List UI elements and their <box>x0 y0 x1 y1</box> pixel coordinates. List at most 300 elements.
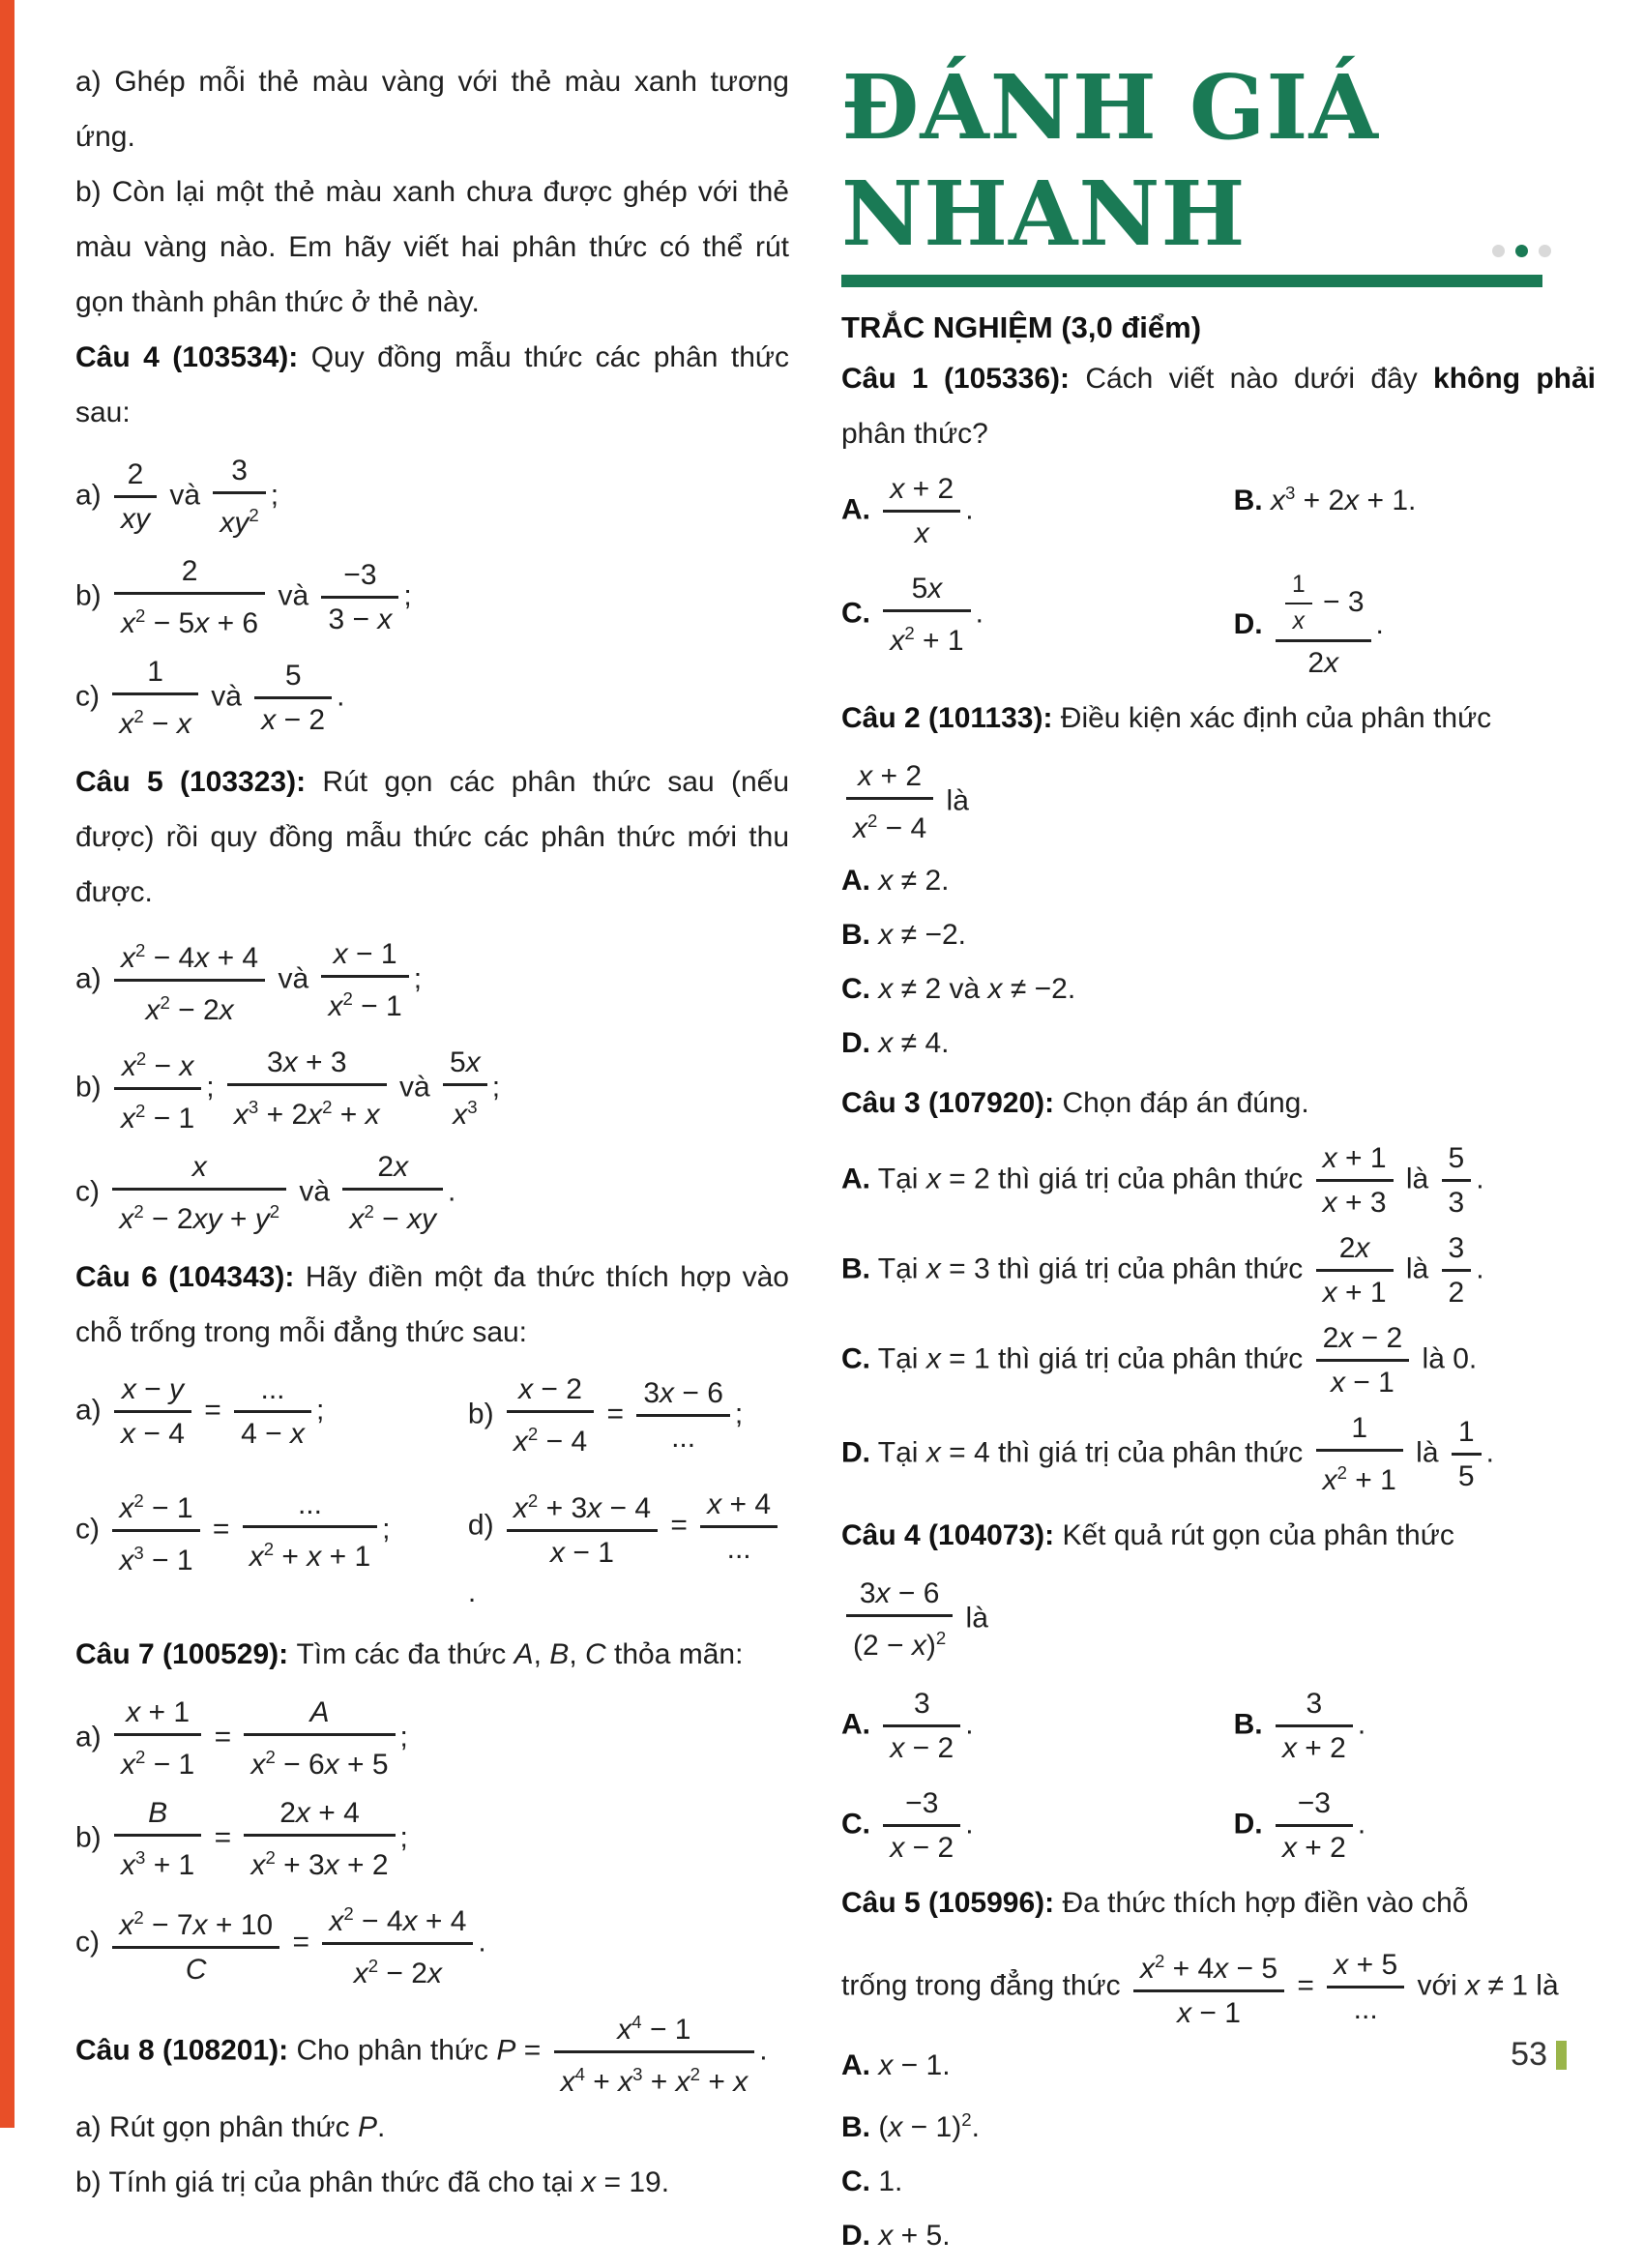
numerator: 5x <box>443 1045 487 1086</box>
math-run: x <box>1465 1969 1481 2002</box>
fraction <box>322 1896 473 1991</box>
question-paragraph <box>841 1875 1596 1930</box>
fraction <box>1442 1230 1472 1311</box>
option-label: C. <box>841 973 870 1005</box>
answer-option <box>841 471 1234 551</box>
answer-options <box>841 1676 1596 1875</box>
numerator: $x^2 - 4x + 4$ <box>114 932 265 982</box>
text-run: ; <box>206 1071 222 1104</box>
fraction <box>1316 1230 1394 1311</box>
fraction <box>1316 1140 1394 1221</box>
fraction <box>1276 571 1371 681</box>
option-label: A. <box>841 493 870 526</box>
math-run: C <box>584 1638 606 1670</box>
text-run: ; <box>270 479 279 512</box>
fraction <box>883 1686 960 1766</box>
text-run: , <box>569 1638 585 1670</box>
fraction <box>883 471 960 551</box>
text-run: ; <box>403 579 412 612</box>
fraction <box>234 1371 311 1452</box>
bold-run: Câu 4 (103534): <box>75 341 311 373</box>
page-number-accent-bar <box>1556 2041 1567 2070</box>
fraction <box>114 1795 201 1883</box>
denominator: x + 3 <box>1322 1187 1387 1219</box>
answer-option <box>841 913 1596 957</box>
text-run: ; <box>491 1071 501 1104</box>
text-run: = <box>599 1398 632 1430</box>
text-run: và <box>161 479 209 512</box>
answer-option <box>841 1785 1234 1866</box>
math-item <box>468 1371 789 1459</box>
denominator: x − 1 <box>1177 1997 1241 2029</box>
text-run: là 0. <box>1414 1342 1478 1375</box>
text-run: . <box>965 1708 974 1741</box>
text-run: Cách viết nào dưới đây <box>1085 363 1434 395</box>
denominator: x − 1 <box>550 1537 614 1569</box>
numerator: 3 <box>883 1686 960 1727</box>
text-run: . <box>965 1808 974 1841</box>
text-run: Kết quả rút gọn của phân thức <box>1062 1519 1454 1551</box>
answer-options <box>841 859 1596 1066</box>
denominator: 3 <box>1448 1187 1465 1219</box>
answer-option <box>841 2044 1596 2088</box>
text-run: là <box>1397 1163 1437 1195</box>
numerator: $x^2 + 3x - 4$ <box>507 1483 658 1532</box>
text-run: b) <box>75 579 110 612</box>
math-item <box>841 1943 1596 2031</box>
numerator: x + 1 <box>1316 1140 1394 1182</box>
text-run: = 2 thì giá trị của phân thức <box>940 1163 1311 1195</box>
denominator: $x^2 - x$ <box>119 706 191 740</box>
text-run: phân thức? <box>841 418 988 450</box>
fraction <box>112 654 198 742</box>
denominator: ... <box>671 1422 696 1454</box>
text-run: . <box>376 2111 386 2143</box>
fraction <box>227 1045 387 1133</box>
text-run: là <box>957 1602 988 1635</box>
numerator: $x^2 - 4x + 4$ <box>322 1896 473 1945</box>
text-run: Tại <box>877 1252 926 1285</box>
brand-rule <box>841 275 1542 287</box>
option-label: D. <box>841 2220 870 2252</box>
fraction <box>1285 571 1312 636</box>
answer-options <box>841 1140 1596 1498</box>
text-run: . <box>1375 607 1384 640</box>
denominator: $x^2 - 1$ <box>121 1747 195 1781</box>
numerator: 2 <box>114 553 265 595</box>
denominator: $x^4 + x^3 + x^2 + x$ <box>560 2064 749 2098</box>
text-run: . <box>1476 1163 1484 1195</box>
fraction <box>700 1487 778 1567</box>
text-run: . <box>759 2034 768 2067</box>
fraction <box>1316 1410 1403 1498</box>
brand-line-1: ĐÁNH GIÁ <box>841 55 1379 160</box>
numerator: $x^2 - 7x + 10$ <box>112 1900 279 1949</box>
option-label: A. <box>841 865 870 897</box>
fraction <box>1276 1785 1353 1866</box>
option-label: A. <box>841 1163 870 1195</box>
numerator: 5 <box>1442 1140 1472 1182</box>
fraction <box>1327 1947 1404 2027</box>
page-content <box>75 54 1596 2268</box>
option-label: D. <box>1233 607 1263 640</box>
denominator: x − 2 <box>261 704 326 736</box>
numerator: 1 <box>1285 571 1312 604</box>
denominator: $xy^2$ <box>220 505 259 539</box>
option-label: C. <box>841 2165 870 2197</box>
fraction <box>112 1149 286 1237</box>
math-run: P <box>357 2111 377 2143</box>
denominator: x + 2 <box>1281 1832 1346 1864</box>
numerator: x + 2 <box>883 471 960 513</box>
question-paragraph <box>75 1627 789 1682</box>
text-run: = <box>284 1926 318 1959</box>
denominator: $x^2 + 1$ <box>1322 1462 1396 1496</box>
text-run: c) <box>75 680 108 713</box>
bold-run: Câu 2 (101133): <box>841 702 1061 734</box>
numerator: $x^4 - 1$ <box>554 2004 755 2053</box>
denominator: $x^2 - 5x + 6$ <box>121 605 259 639</box>
answer-option <box>841 2160 1596 2204</box>
fraction <box>1452 1414 1482 1494</box>
numerator: x + 5 <box>1327 1947 1404 1988</box>
answer-option <box>1234 1686 1596 1766</box>
text-run: a) <box>75 479 110 512</box>
question-paragraph <box>75 164 789 330</box>
text-run: . <box>448 1175 456 1208</box>
page-number: 53 <box>1511 2036 1547 2073</box>
option-label: B. <box>841 2111 870 2143</box>
numerator: ... <box>243 1487 377 1528</box>
numerator: 2x <box>342 1149 443 1191</box>
denominator: 2 <box>1448 1277 1465 1309</box>
text-run: b) <box>467 1398 502 1430</box>
text-run: = 4 thì giá trị của phân thức <box>940 1436 1311 1469</box>
text-run: thỏa mãn: <box>605 1638 744 1670</box>
math-item <box>75 1483 468 1615</box>
text-run: = <box>204 1513 238 1546</box>
text-run: là <box>1407 1436 1447 1469</box>
text-run: = <box>662 1509 696 1542</box>
fraction <box>636 1375 730 1456</box>
numerator: 2 <box>114 457 157 498</box>
numerator: 5x <box>883 571 970 612</box>
math-item <box>75 553 789 641</box>
brand-dots <box>1492 245 1551 257</box>
numerator: $x^2 + 4x - 5$ <box>1133 1943 1284 1992</box>
fraction <box>114 553 265 641</box>
row-2col <box>75 1471 789 1627</box>
numerator: B <box>114 1795 201 1837</box>
question-paragraph <box>75 54 789 164</box>
text-run: a) <box>75 962 110 995</box>
option-label: B. <box>841 919 870 951</box>
text-run: a) Rút gọn phân thức <box>75 2111 358 2143</box>
right-column <box>841 54 1596 2268</box>
denominator: $x^3 + 1$ <box>121 1847 195 1881</box>
numerator: 2x − 2 <box>1316 1320 1410 1362</box>
denominator: C <box>185 1954 207 1986</box>
fraction <box>1316 1320 1410 1400</box>
text-run: Điều kiện xác định của phân thức <box>1060 702 1492 734</box>
numerator: x + 2 <box>846 758 933 800</box>
fraction <box>112 1900 279 1988</box>
math-item <box>75 1896 789 1991</box>
numerator: 1 <box>1316 1410 1403 1452</box>
fraction <box>254 658 332 738</box>
text-run: ; <box>399 1821 408 1854</box>
text-run: . <box>467 1576 477 1608</box>
dot-icon <box>1492 245 1505 257</box>
bold-run: Câu 7 (100529): <box>75 1638 297 1670</box>
fraction <box>1442 1140 1472 1221</box>
denominator: x − 1 <box>1330 1367 1394 1399</box>
option-label: A. <box>841 1708 870 1741</box>
numerator: 2x <box>1316 1230 1394 1272</box>
text-run: Quy đồng mẫu thức các phân thức sau: <box>75 341 789 428</box>
question-paragraph <box>75 2004 789 2100</box>
fraction <box>244 1795 395 1883</box>
math-item <box>75 932 789 1028</box>
answer-option <box>841 1230 1596 1311</box>
text-run: Chọn đáp án đúng. <box>1062 1087 1309 1119</box>
math-run: x − 1. <box>878 2049 951 2081</box>
text-run: = 19. <box>596 2166 670 2198</box>
fraction <box>114 932 265 1028</box>
denominator: 2x <box>1307 647 1339 679</box>
denominator: ... <box>1353 1993 1378 2025</box>
text-run: . <box>975 597 983 630</box>
text-run: . <box>1357 1708 1366 1741</box>
question-paragraph <box>75 2100 789 2155</box>
answer-option <box>841 1686 1234 1766</box>
text-run: = <box>1289 1969 1323 2002</box>
denominator: x <box>914 517 929 549</box>
fraction <box>1276 1686 1353 1766</box>
fraction <box>321 936 408 1024</box>
text-run: b) <box>75 1821 110 1854</box>
fraction <box>554 2004 755 2100</box>
fraction <box>883 571 970 659</box>
bold-run: Câu 5 (105996): <box>841 1887 1063 1919</box>
denominator: $x^3$ <box>453 1097 478 1131</box>
option-label: B. <box>1233 1708 1263 1741</box>
question-paragraph <box>75 1250 789 1360</box>
math-run: x ≠ −2. <box>987 973 1076 1005</box>
text-run: Tại <box>877 1163 926 1195</box>
section-title: TRẮC NGHIỆM (3,0 điểm) <box>841 310 1202 344</box>
numerator: −3 <box>883 1785 960 1827</box>
fraction <box>321 557 398 637</box>
fraction <box>443 1045 487 1133</box>
numerator: x <box>112 1149 286 1191</box>
denominator: $x^2 - 2xy + y^2$ <box>119 1201 280 1235</box>
answer-option <box>1234 471 1596 551</box>
text-run: . <box>1485 1436 1494 1469</box>
denominator: xy <box>121 503 151 535</box>
bold-run: Câu 1 (105336): <box>841 363 1086 395</box>
denominator: x − 2 <box>890 1832 954 1864</box>
fraction <box>114 1371 191 1452</box>
text-run: và <box>941 973 988 1005</box>
bold-run: Câu 8 (108201): <box>75 2034 297 2067</box>
fraction <box>213 453 265 541</box>
math-run: − 3 <box>1314 585 1365 618</box>
answer-option <box>841 2098 1596 2150</box>
text-run: a) <box>75 1394 110 1427</box>
option-label: C. <box>841 597 870 630</box>
math-run: x ≠ 2 <box>878 973 942 1005</box>
denominator: 4 − x <box>241 1418 305 1450</box>
fraction <box>114 1694 201 1782</box>
text-run: Cho phân thức <box>296 2034 497 2067</box>
answer-option <box>841 1021 1596 1066</box>
option-label: B. <box>1233 485 1263 516</box>
question-paragraph <box>841 351 1596 461</box>
answer-option <box>1234 571 1596 681</box>
text-run: Đa thức thích hợp điền vào chỗ <box>1062 1887 1469 1919</box>
fraction <box>1133 1943 1284 2031</box>
denominator: $x^2 + 1$ <box>890 623 964 657</box>
fraction <box>846 758 933 846</box>
denominator: 5 <box>1457 1460 1475 1492</box>
fraction <box>507 1483 658 1571</box>
option-label: C. <box>841 1808 870 1841</box>
text-run: là <box>938 784 969 817</box>
numerator <box>1276 571 1371 642</box>
math-run: A <box>514 1638 534 1670</box>
text-run: d) <box>467 1509 502 1542</box>
math-item <box>75 1371 468 1459</box>
text-run: = <box>206 1821 240 1854</box>
bold-run: Câu 4 (104073): <box>841 1519 1063 1551</box>
option-label: A. <box>841 2049 870 2081</box>
text-run: ; <box>315 1394 325 1427</box>
denominator: $x^2$ − xy <box>349 1201 436 1235</box>
math-item <box>75 1041 789 1136</box>
math-run: x ≠ −2. <box>878 919 967 951</box>
text-run: là <box>1397 1252 1437 1285</box>
text-run: b) <box>75 1071 110 1104</box>
numerator: 3 <box>1442 1230 1472 1272</box>
denominator: $x^2 + x + 1$ <box>249 1539 371 1573</box>
math-item <box>75 1694 789 1782</box>
numerator: A <box>244 1694 395 1736</box>
option-label: D. <box>841 1027 870 1059</box>
text-run: = <box>206 1721 240 1753</box>
math-run: x ≠ 2. <box>878 865 950 897</box>
text-run: , <box>533 1638 550 1670</box>
math-item <box>841 758 1596 846</box>
denominator: $x^2 - 4$ <box>853 810 927 844</box>
denominator: x + 1 <box>1322 1277 1387 1309</box>
left-column <box>75 54 789 2268</box>
text-run: ≠ 1 là <box>1480 1969 1559 2002</box>
denominator: $x^2 - 6x + 5$ <box>250 1747 389 1781</box>
math-run: x <box>925 1436 941 1469</box>
math-item <box>75 1149 789 1237</box>
text-run: và <box>391 1071 439 1104</box>
text-run: . <box>965 493 974 526</box>
bold-run: Câu 5 (103323): <box>75 766 323 798</box>
answer-options <box>841 461 1596 691</box>
text-run: a) Ghép mỗi thẻ màu vàng với thẻ màu xanh tương ứng. <box>75 66 789 153</box>
math-run: $(x - 1)^2$. <box>878 2109 980 2143</box>
numerator: −3 <box>1276 1785 1353 1827</box>
math-run: $x^3 + 2x + 1$. <box>1270 483 1417 516</box>
fraction <box>846 1576 953 1664</box>
question-paragraph <box>841 1075 1596 1131</box>
numerator: $x^2 - x$ <box>114 1041 201 1090</box>
numerator: 3x − 6 <box>846 1576 953 1617</box>
denominator: x + 2 <box>1281 1732 1346 1764</box>
fraction <box>507 1371 594 1459</box>
numerator: 5 <box>254 658 332 699</box>
text-run: . <box>1357 1808 1366 1841</box>
text-run: và <box>202 680 250 713</box>
denominator: $x^2 - 2x$ <box>353 1956 442 1989</box>
denominator: $x^2 - 1$ <box>328 988 402 1022</box>
math-item <box>75 654 789 742</box>
text-run: . <box>1476 1252 1484 1285</box>
text-run: Rút gọn các phân thức sau (nếu được) rồi quy đồng mẫu thức các phân thức mới thu được. <box>75 766 789 908</box>
math-run: x + 5. <box>878 2220 951 2252</box>
text-run: . <box>478 1926 486 1959</box>
text-run: Tại <box>877 1342 926 1375</box>
dot-icon <box>1539 245 1551 257</box>
math-item <box>75 453 789 541</box>
option-label: B. <box>841 1252 870 1285</box>
math-item <box>841 1576 1596 1664</box>
text-run: và <box>270 579 317 612</box>
denominator: x − 2 <box>890 1732 954 1764</box>
numerator: ... <box>234 1371 311 1413</box>
left-accent-bar <box>0 0 15 2128</box>
answer-option <box>841 967 1596 1012</box>
fraction <box>114 457 157 537</box>
text-run: ; <box>382 1513 391 1546</box>
numerator: x + 1 <box>114 1694 201 1736</box>
numerator: 3x + 3 <box>227 1045 387 1086</box>
quiz-blocks <box>841 351 1596 2258</box>
numerator: x − 2 <box>507 1371 594 1413</box>
denominator: $x^3 + 2x^2 + x$ <box>233 1097 380 1131</box>
question-paragraph <box>75 330 789 440</box>
answer-option <box>841 571 1234 681</box>
answer-option <box>841 1320 1596 1400</box>
text-run: = <box>195 1394 230 1427</box>
text-run: = 3 thì giá trị của phân thức <box>940 1252 1311 1285</box>
denominator: $(2 - x)^2$ <box>853 1628 947 1662</box>
numerator: 3 <box>1276 1686 1353 1727</box>
denominator: $x^2 + 3x + 2$ <box>250 1847 389 1881</box>
math-item <box>468 1483 789 1615</box>
numerator: x + 4 <box>700 1487 778 1528</box>
math-run: x ≠ 4. <box>878 1027 950 1059</box>
answer-option <box>1234 1785 1596 1866</box>
fraction <box>114 1041 201 1136</box>
math-run: B <box>549 1638 570 1670</box>
text-run: 1. <box>878 2165 903 2197</box>
math-run: x <box>925 1163 941 1195</box>
brand-heading <box>841 54 1596 287</box>
question-paragraph <box>841 691 1596 746</box>
fraction <box>243 1487 377 1575</box>
option-label: D. <box>1233 1808 1263 1841</box>
bold-run: Câu 3 (107920): <box>841 1087 1063 1119</box>
math-run: P <box>496 2034 516 2067</box>
text-run: trống trong đẳng thức <box>841 1969 1129 2002</box>
